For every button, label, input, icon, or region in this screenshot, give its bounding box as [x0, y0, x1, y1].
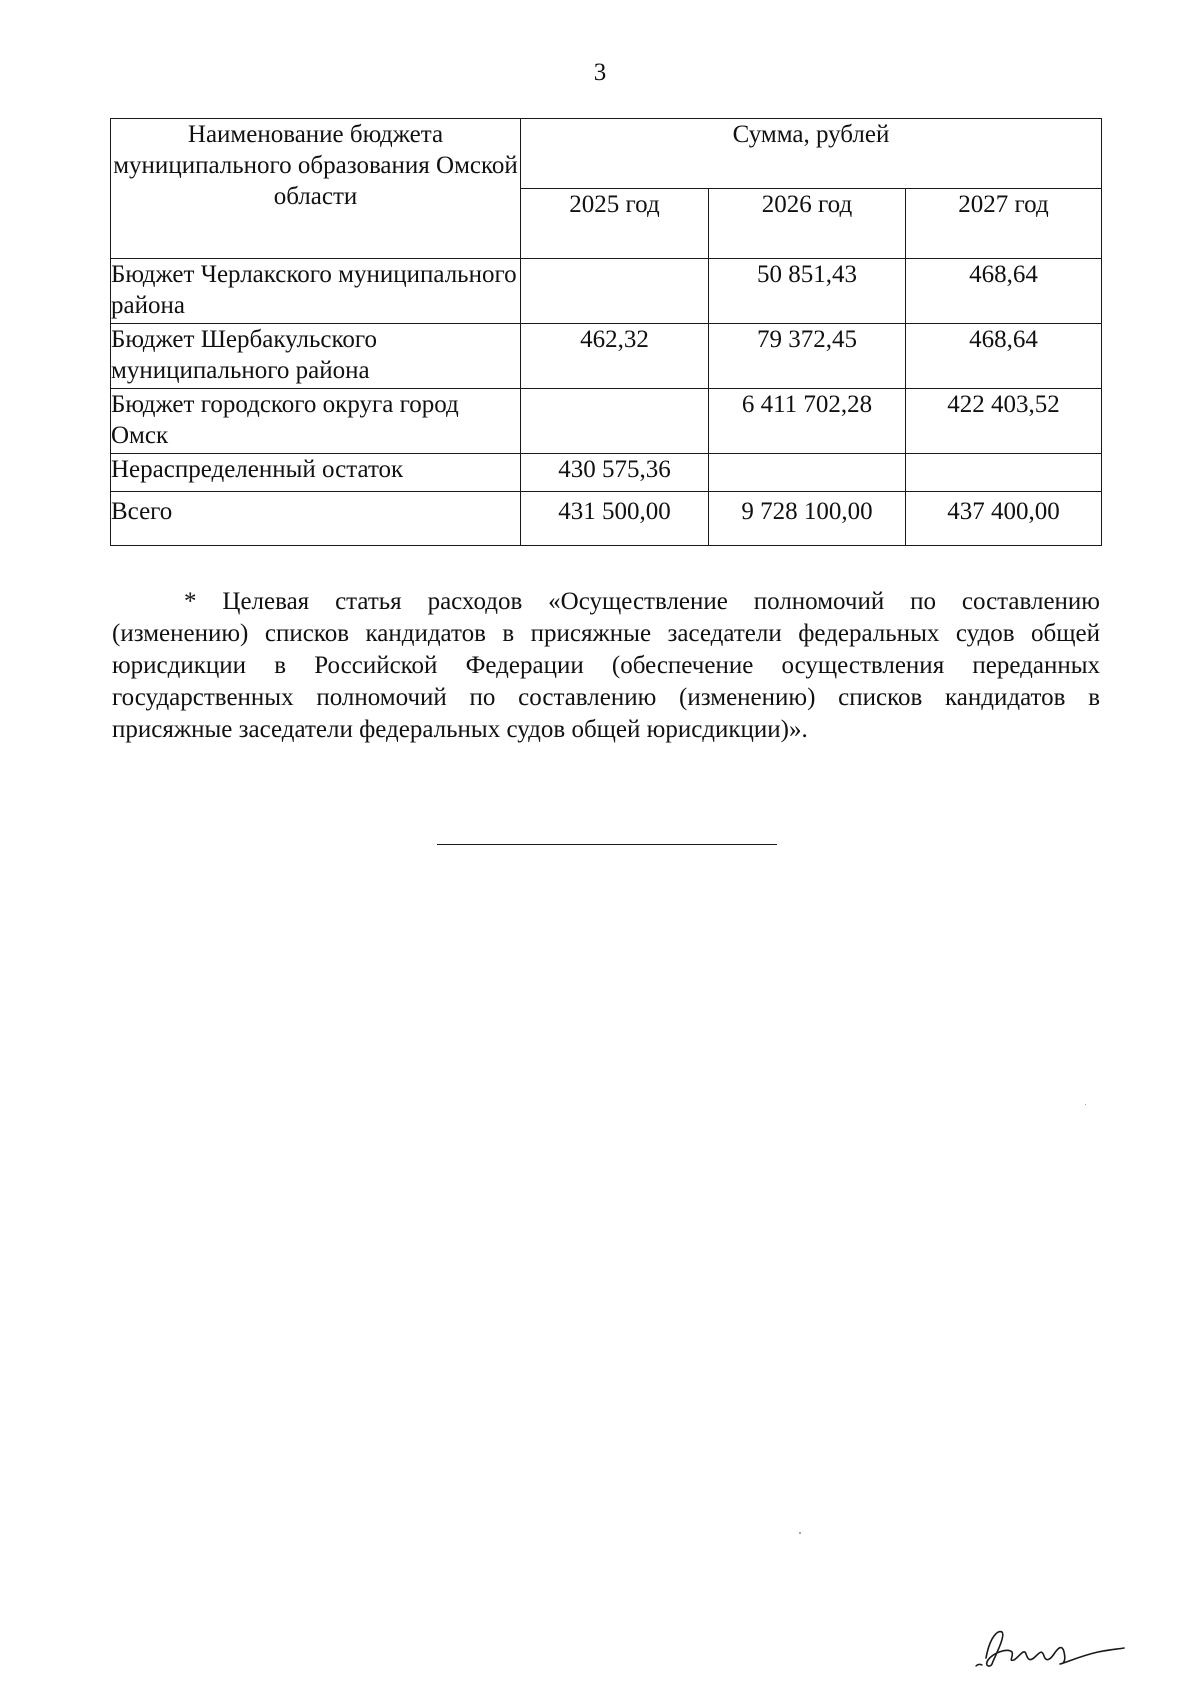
scan-speck — [1085, 1104, 1086, 1105]
cell-2025: 462,32 — [521, 324, 709, 389]
header-year-2027: 2027 год — [906, 189, 1102, 259]
row-name: Бюджет городского округа город Омск — [111, 389, 521, 454]
cell-2025: 430 575,36 — [521, 454, 709, 492]
cell-2026: 79 372,45 — [709, 324, 906, 389]
budget-table — [110, 118, 1102, 546]
cell-2027: 468,64 — [906, 324, 1102, 389]
table-total-row — [111, 492, 1102, 546]
cell-2025 — [521, 389, 709, 454]
cell-2026: 50 851,43 — [709, 259, 906, 324]
row-name: Нераспределенный остаток — [111, 454, 521, 492]
table-row — [111, 324, 1102, 389]
header-year-2026: 2026 год — [709, 189, 906, 259]
cell-2026: 6 411 702,28 — [709, 389, 906, 454]
footnote: * Целевая статья расходов «Осуществление полномочий по составлению (изменению) списков кандидатов в присяжные заседатели федеральных судов общей юрисдикции в Российской Федерации (обеспечение осуществления переданных государственных полномочий по составлению (изменению) списков кандидатов в присяжные заседатели федеральных судов общей юрисдикции)». — [112, 588, 1100, 743]
total-label: Всего — [111, 492, 521, 546]
table-row — [111, 454, 1102, 492]
header-sum: Сумма, рублей — [521, 119, 1102, 189]
header-year-2025: 2025 год — [521, 189, 709, 259]
table-row — [111, 259, 1102, 324]
table-header-row — [111, 119, 1102, 189]
total-2027: 437 400,00 — [906, 492, 1102, 546]
total-2026: 9 728 100,00 — [709, 492, 906, 546]
table-row — [111, 389, 1102, 454]
row-name: Бюджет Черлакского муниципального района — [111, 259, 521, 324]
row-name: Бюджет Шербакульского муниципального района — [111, 324, 521, 389]
signature-icon — [968, 1618, 1128, 1678]
cell-2025 — [521, 259, 709, 324]
cell-2027 — [906, 454, 1102, 492]
end-divider — [437, 844, 777, 845]
total-2025: 431 500,00 — [521, 492, 709, 546]
cell-2026 — [709, 454, 906, 492]
cell-2027: 468,64 — [906, 259, 1102, 324]
page-number: 3 — [593, 59, 607, 86]
cell-2027: 422 403,52 — [906, 389, 1102, 454]
header-budget-name: Наименование бюджета муниципального образования Омской области — [111, 119, 521, 259]
scan-speck — [799, 1532, 801, 1534]
